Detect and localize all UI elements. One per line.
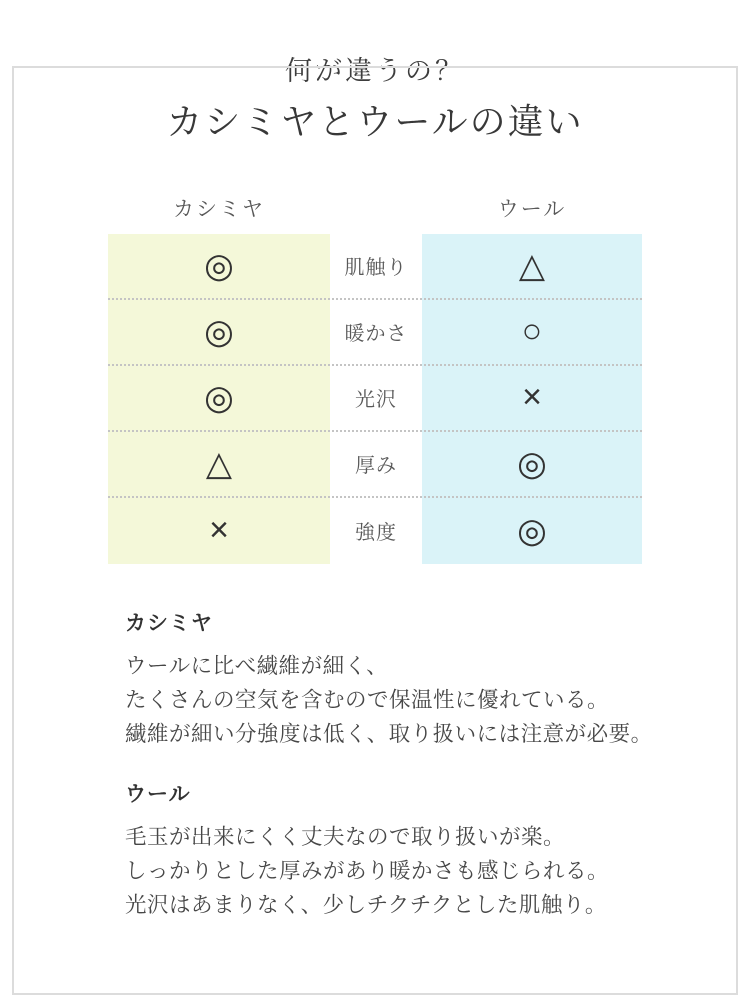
wool-description-heading: ウール [125,783,191,807]
table-row [108,432,642,498]
wool-description-line: 光沢はあまりなく、少しチクチクとした肌触り。 [125,893,607,918]
cashmere-description-line: たくさんの空気を含むので保温性に優れている。 [125,688,610,713]
wool-rating-symbol: △ [518,246,546,285]
cashmere-description-line: 繊維が細い分強度は低く、取り扱いには注意が必要。 [125,722,653,747]
cashmere-description [125,610,665,751]
wool-description-line: 毛玉が出来にくく丈夫なので取り扱いが楽。 [125,825,566,850]
wool-rating-symbol: ○ [521,312,543,351]
table-row [108,300,642,366]
row-label: 暖かさ [344,323,408,346]
row-label: 厚み [355,455,397,478]
cashmere-rating-symbol: ◎ [204,312,234,351]
comparison-table [108,234,642,564]
cashmere-rating-symbol: ◎ [204,378,234,417]
cashmere-description-heading: カシミヤ [125,611,213,635]
wool-description-line: しっかりとした厚みがあり暖かさも感じられる。 [125,859,610,884]
row-label: 肌触り [344,257,408,280]
table-row [108,234,642,300]
row-label: 強度 [355,522,397,545]
table-row [108,498,642,564]
wool-rating-symbol: × [522,378,542,417]
row-label: 光沢 [355,389,397,412]
wool-rating-symbol: ◎ [517,444,547,483]
column-header-wool: ウール [497,197,567,221]
cashmere-rating-symbol: ◎ [204,246,234,285]
table-column-headers [108,196,642,224]
material-descriptions [125,610,665,923]
column-header-spacer [330,196,422,224]
wool-rating-symbol: ◎ [517,511,547,550]
page-subtitle: 何が違うの？ [285,56,465,86]
cashmere-rating-symbol: × [209,511,229,550]
wool-description [125,781,665,922]
table-row [108,366,642,432]
cashmere-rating-symbol: △ [205,444,233,483]
column-header-cashmere: カシミヤ [173,197,265,221]
cashmere-description-line: ウールに比べ繊維が細く、 [125,654,389,679]
page-title: カシミヤとウールの違い [166,102,584,143]
